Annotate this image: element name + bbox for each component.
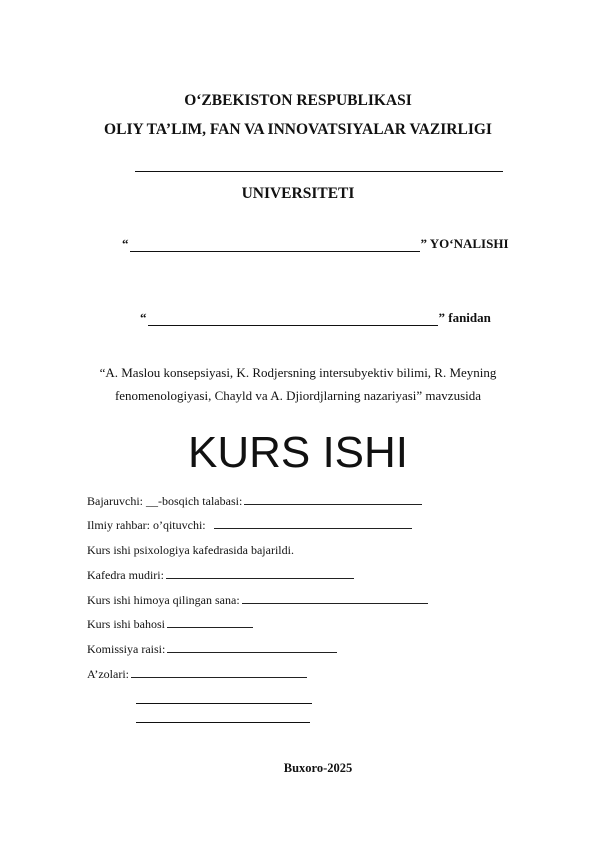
university-name-blank xyxy=(135,171,503,172)
subject-blank xyxy=(148,315,438,326)
executor-line xyxy=(87,494,422,509)
subject-line xyxy=(140,310,491,326)
direction-open-quote: “ xyxy=(122,236,129,251)
subject-suffix: ” fanidan xyxy=(438,310,491,325)
supervisor-label: Ilmiy rahbar: o’qituvchi: xyxy=(87,518,206,532)
topic-line-1: “A. Maslou konsepsiyasi, K. Rodjersning intersubyektiv bilimi, R. Meyning xyxy=(99,365,497,380)
direction-suffix: ” YO‘NALISHI xyxy=(420,236,509,251)
grade-line xyxy=(87,617,253,632)
executor-blank xyxy=(244,494,422,505)
executor-label: Bajaruvchi: __-bosqich talabasi: xyxy=(87,494,243,508)
ministry-heading: OLIY TA’LIM, FAN VA INNOVATSIYALAR VAZIRLIGI xyxy=(104,121,492,138)
topic-line-2: fenomenologiyasi, Chayld va A. Djiordjlarning nazariyasi” mavzusida xyxy=(114,388,482,403)
members-blank-2 xyxy=(136,703,312,704)
grade-label: Kurs ishi bahosi xyxy=(87,617,165,631)
commission-chair-label: Komissiya raisi: xyxy=(87,642,166,656)
head-line xyxy=(87,568,354,583)
grade-blank xyxy=(167,617,253,628)
subject-open-quote: “ xyxy=(140,310,147,325)
head-label: Kafedra mudiri: xyxy=(87,568,164,582)
direction-blank xyxy=(130,241,420,252)
members-blank-3 xyxy=(136,722,310,723)
university-heading: UNIVERSITETI xyxy=(241,185,355,202)
members-label: A’zolari: xyxy=(87,667,129,681)
defense-date-label: Kurs ishi himoya qilingan sana: xyxy=(87,593,240,607)
document-title: KURS ISHI xyxy=(187,428,409,477)
commission-chair-line xyxy=(87,642,337,657)
direction-line xyxy=(122,236,509,252)
members-line xyxy=(87,667,307,682)
republic-heading: O‘ZBEKISTON RESPUBLIKASI xyxy=(184,92,412,109)
defense-date-line xyxy=(87,593,428,608)
head-blank xyxy=(166,568,354,579)
department-note: Kurs ishi psixologiya kafedrasida bajarildi. xyxy=(87,543,294,557)
commission-chair-blank xyxy=(167,642,337,653)
defense-date-blank xyxy=(242,593,428,604)
supervisor-line xyxy=(87,518,412,533)
members-blank-1 xyxy=(131,667,307,678)
supervisor-blank xyxy=(214,518,412,529)
city-year: Buxoro-2025 xyxy=(283,761,353,775)
